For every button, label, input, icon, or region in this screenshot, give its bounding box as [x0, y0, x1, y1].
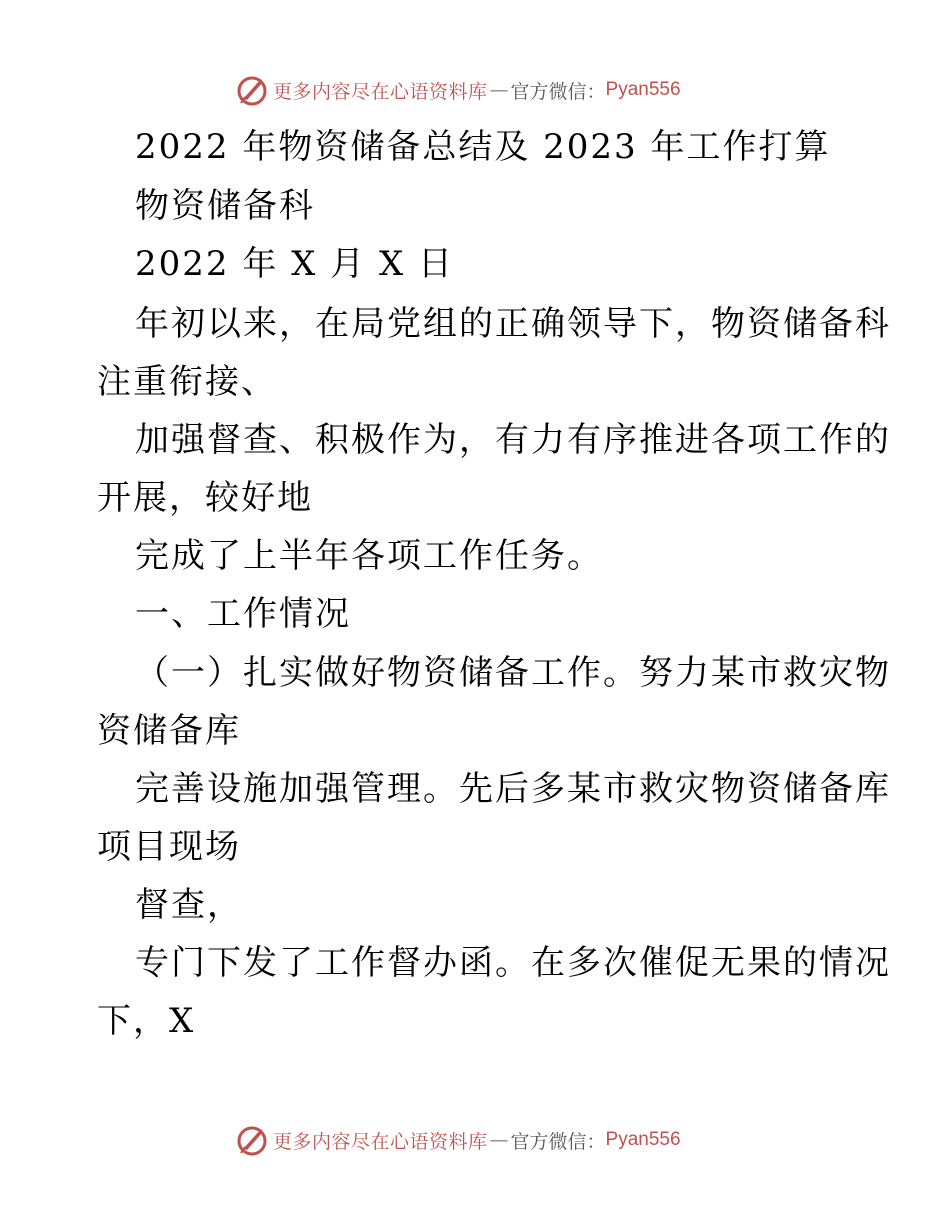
watermark-text: 更多内容尽在心语资料库: [273, 1130, 488, 1153]
watermark-wechat-id: Pyan556: [605, 1129, 681, 1150]
section-heading: 一、工作情况: [135, 594, 351, 634]
paragraph-line: 注重衔接、: [97, 362, 277, 402]
document-date: 2022 年 X 月 X 日: [135, 244, 454, 284]
watermark-text: 更多内容尽在心语资料库: [273, 80, 488, 103]
watermark-separator: —: [489, 1129, 509, 1151]
paragraph-line: 项目现场: [97, 827, 241, 867]
document-title: 2022 年物资储备总结及 2023 年工作打算: [135, 127, 831, 167]
watermark-wechat-label: 官方微信：: [510, 1130, 606, 1153]
paragraph-line: 开展，较好地: [97, 478, 313, 518]
watermark-header: [235, 72, 681, 108]
paragraph-line: 专门下发了工作督办函。在多次催促无果的情况: [135, 943, 891, 983]
paragraph-line: 完善设施加强管理。先后多某市救灾物资储备库: [135, 769, 891, 809]
watermark-wechat-id: Pyan556: [605, 79, 681, 100]
quill-logo-icon: [235, 73, 269, 107]
watermark-footer: [235, 1122, 681, 1158]
department-name: 物资储备科: [135, 186, 315, 226]
paragraph-line: 加强督查、积极作为，有力有序推进各项工作的: [135, 420, 891, 460]
subsection-heading: （一）扎实做好物资储备工作。努力某市救灾物: [135, 653, 891, 693]
paragraph-line: 完成了上半年各项工作任务。: [135, 536, 603, 576]
watermark-wechat-label: 官方微信：: [510, 80, 606, 103]
paragraph-line: 年初以来，在局党组的正确领导下，物资储备科: [135, 304, 891, 344]
watermark-separator: —: [489, 79, 509, 101]
paragraph-line: 下，X: [97, 1001, 196, 1041]
paragraph-line: 督查，: [135, 885, 243, 925]
quill-logo-icon: [235, 1123, 269, 1157]
paragraph-line: 资储备库: [97, 711, 241, 751]
